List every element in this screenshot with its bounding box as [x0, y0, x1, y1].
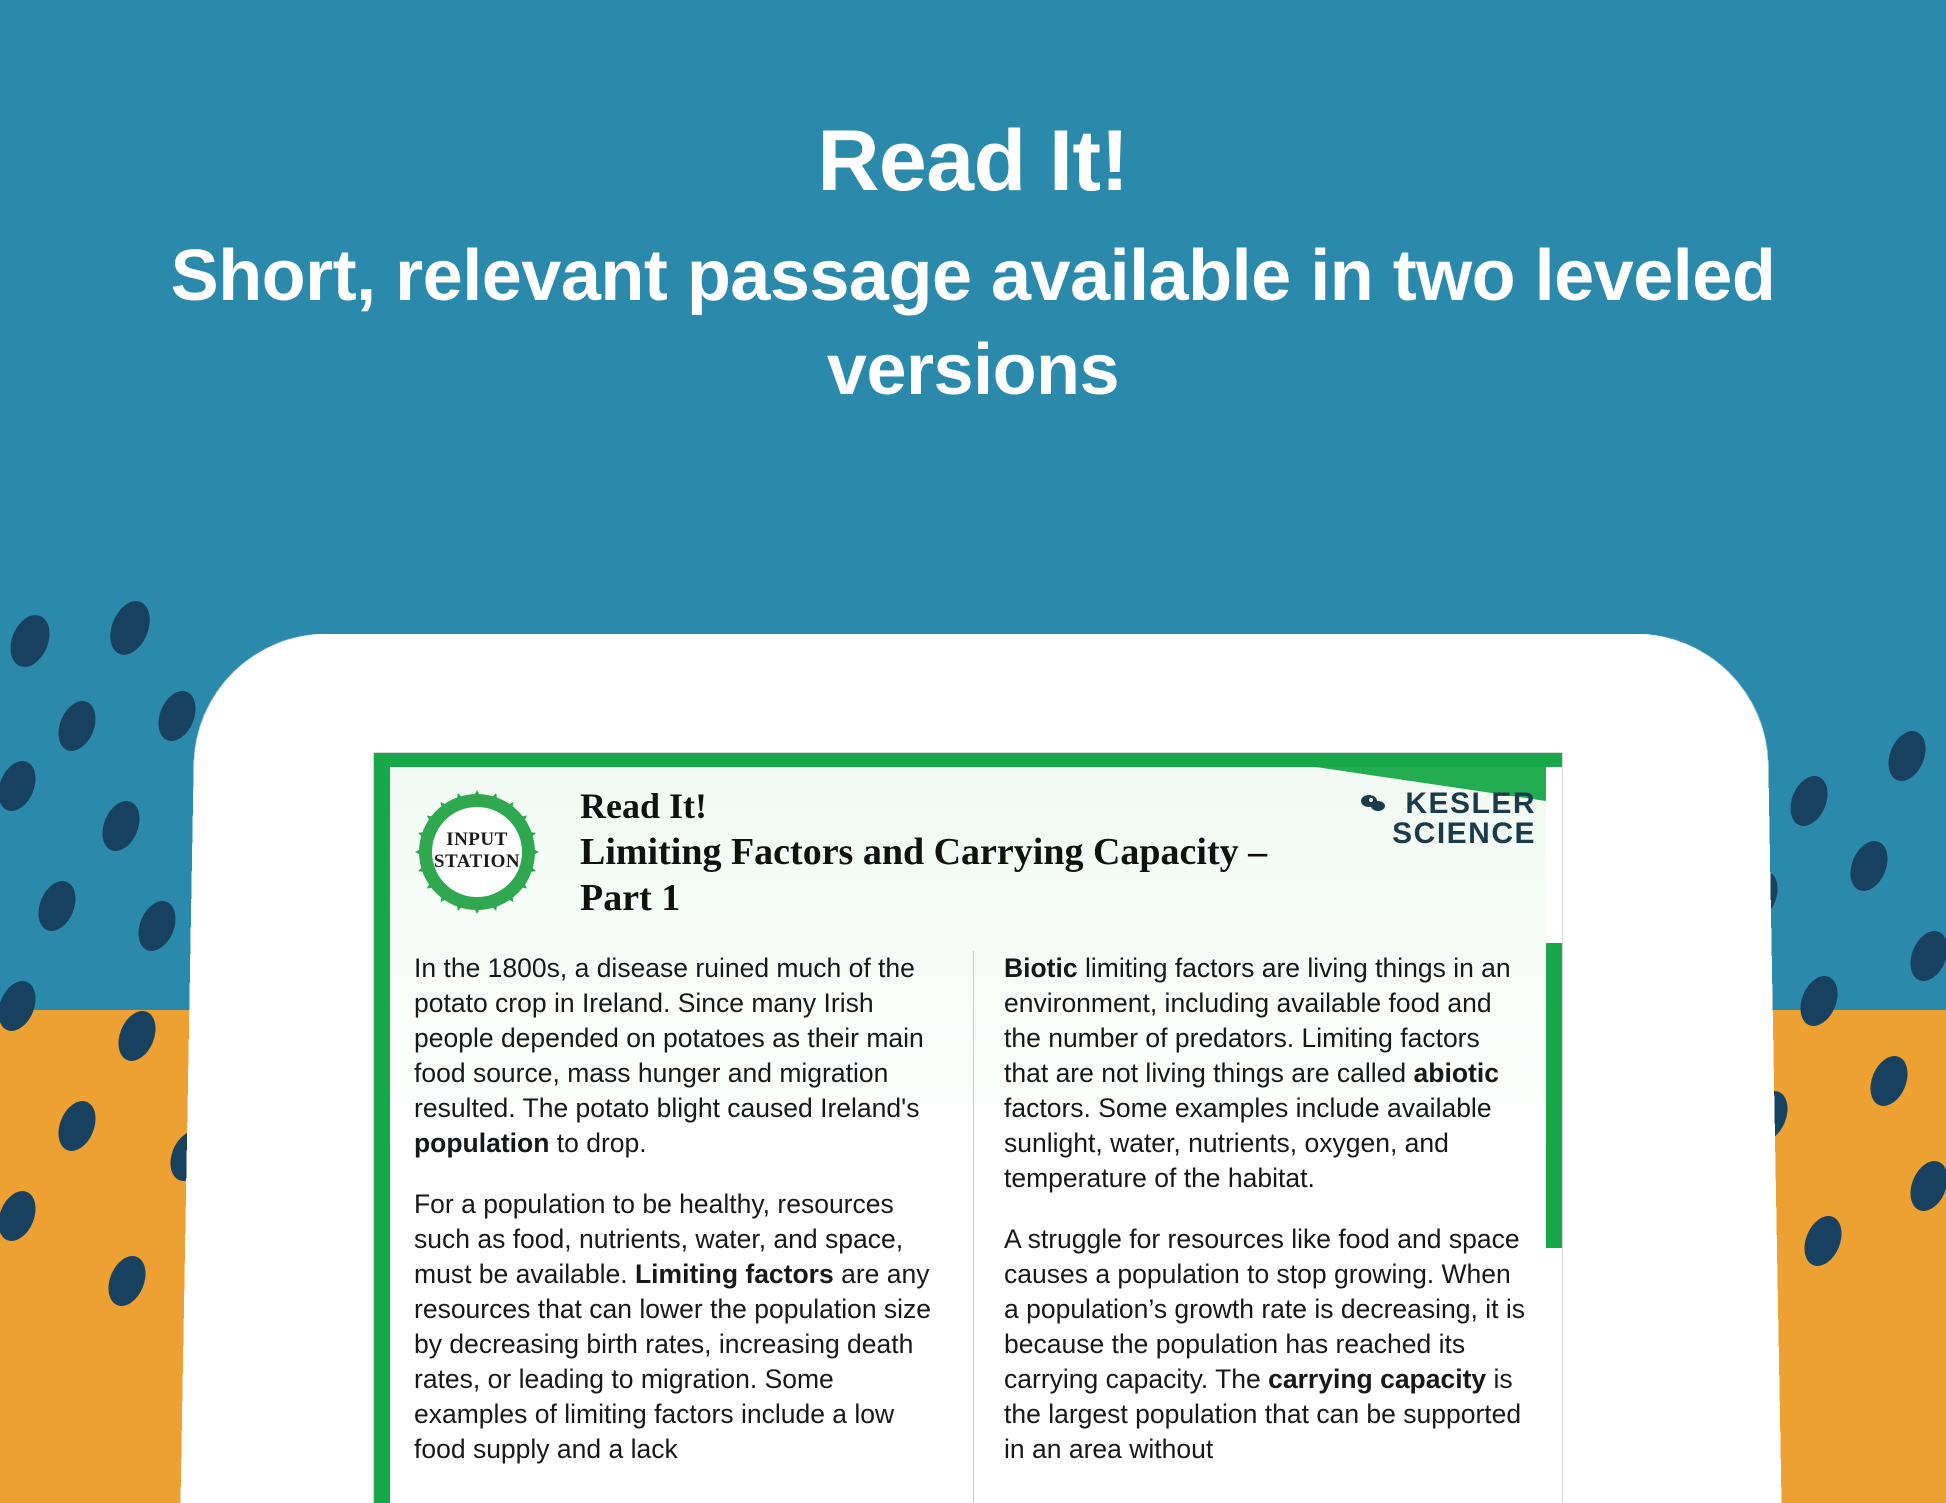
brand-logo	[1340, 789, 1536, 849]
passage-text: factors. Some examples include available sunlight, water, nutrients, oxygen, and temperature of the habitat.	[1004, 1093, 1492, 1193]
badge-label-line2: STATION	[433, 851, 521, 872]
passage-paragraph	[414, 951, 945, 1161]
passage-key-term: abiotic	[1413, 1058, 1499, 1088]
passage-text: A struggle for resources like food and space causes a population to stop growing. When a population’s growth rate is decreasing, it is because the population has reached its carrying capacity. The	[1004, 1224, 1525, 1394]
page-border-left	[374, 753, 390, 1503]
brand-logo-line2: SCIENCE	[1392, 817, 1536, 850]
passage-text: For a population to be healthy, resources such as food, nutrients, water, and space, must be available.	[414, 1189, 904, 1289]
passage-paragraph	[1004, 951, 1526, 1196]
passage-text: are any resources that can lower the population size by decreasing birth rates, increasing death rates, or leading to migration. Some examples of limiting factors include a low food supply and a lack	[414, 1259, 932, 1464]
worksheet-title-line2: Limiting Factors and Carrying Capacity –	[580, 831, 1268, 873]
passage-text: is the largest population that can be supported in an area without	[1004, 1364, 1522, 1464]
passage-text: In the 1800s, a disease ruined much of the potato crop in Ireland. Since many Irish people depended on potatoes as their main food source, mass hunger and migration resulted. The potato blight caused Ireland's	[414, 953, 924, 1123]
page-title: Read It!	[817, 113, 1129, 209]
page-border-top	[374, 753, 1562, 767]
passage-column-left	[414, 951, 973, 1503]
passage-text: to drop.	[549, 1128, 647, 1158]
page-border-right	[1546, 943, 1562, 1248]
worksheet-title-line3: Part 1	[580, 877, 681, 919]
kesler-logo-mark-icon	[1360, 791, 1386, 813]
starburst-badge-icon	[414, 789, 540, 915]
passage-key-term: population	[414, 1128, 550, 1158]
passage-key-term: carrying capacity	[1268, 1364, 1487, 1394]
worksheet-title-line1: Read It!	[580, 786, 707, 826]
passage-column-right	[973, 951, 1532, 1503]
worksheet-header	[414, 783, 1536, 953]
promo-headline	[0, 113, 1946, 417]
passage-key-term: Limiting factors	[634, 1259, 834, 1289]
passage-paragraph	[414, 1187, 945, 1467]
badge-label	[414, 829, 540, 873]
worksheet-title	[580, 783, 1306, 921]
badge-label-line1: INPUT	[446, 829, 508, 850]
worksheet-page	[373, 752, 1563, 1503]
passage-paragraph	[1004, 1222, 1526, 1467]
passage-text: limiting factors are living things in an environment, including available food and the number of predators. Limiting factors that are not living things are called	[1004, 953, 1511, 1088]
worksheet-body	[414, 951, 1532, 1503]
brand-logo-line1: KESLER	[1405, 787, 1536, 820]
passage-key-term: Biotic	[1004, 953, 1078, 983]
page-subtitle: Short, relevant passage available in two leveled versions	[170, 236, 1776, 410]
